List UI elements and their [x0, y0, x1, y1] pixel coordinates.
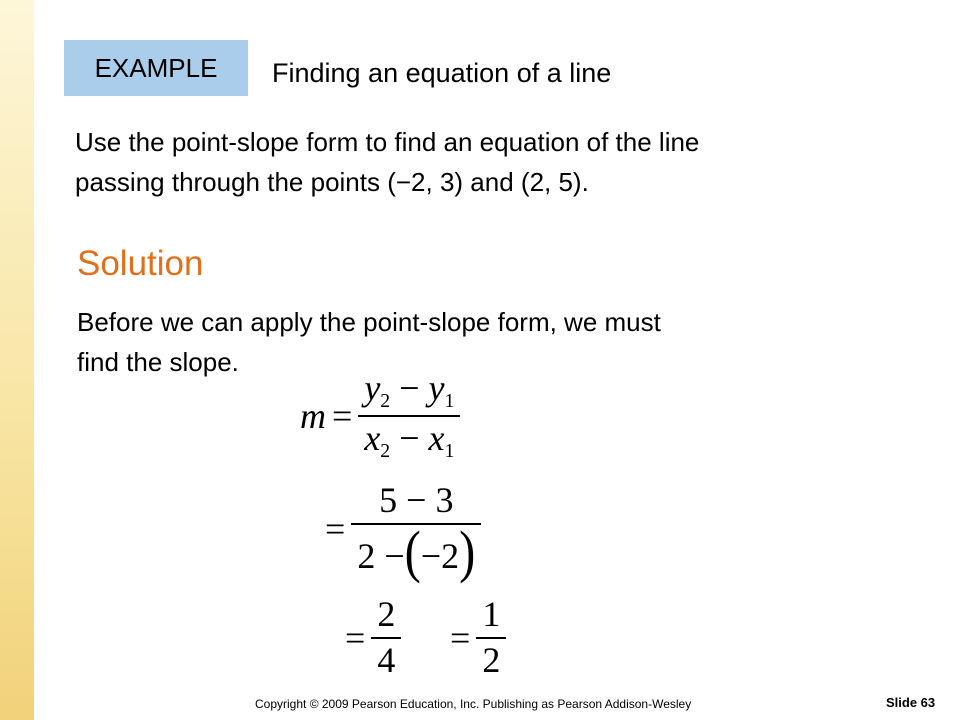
example-badge [64, 40, 248, 96]
fraction-denominator: $x_2 - x_1$ [364, 417, 455, 462]
problem-statement [75, 122, 895, 202]
equals-sign: = [332, 395, 353, 436]
equals-sign: = [345, 617, 366, 658]
slope-fraction [358, 370, 460, 461]
solution-line-1: Before we can apply the point-slope form, we must [77, 307, 661, 337]
fraction-bar [476, 637, 506, 639]
fraction-denominator: 2 [482, 639, 501, 680]
equals-sign: = [450, 617, 471, 658]
slope-fraction-simplified [450, 596, 506, 680]
copyright-footer: Copyright © 2009 Pearson Education, Inc. Publishing as Pearson Addison-Wesley [255, 697, 692, 711]
solution-text [77, 302, 897, 382]
slope-substitution [325, 480, 481, 585]
slope-fraction-unsimplified [345, 596, 401, 680]
fraction-denominator: 4 [377, 639, 396, 680]
slope-formula [300, 370, 460, 461]
two-fourths-fraction [371, 596, 401, 680]
side-decorative-band [0, 0, 34, 720]
solution-line-2: find the slope. [77, 347, 239, 377]
fraction-numerator: 5 − 3 [379, 480, 454, 520]
problem-line-2: passing through the points (−2, 3) and (2, 5). [75, 167, 589, 197]
substitution-fraction [351, 480, 481, 585]
one-half-fraction [476, 596, 506, 680]
fraction-bar [371, 637, 401, 639]
problem-line-1: Use the point-slope form to find an equation of the line [75, 127, 700, 157]
slope-variable: m [300, 395, 326, 436]
example-title: Finding an equation of a line [272, 58, 612, 88]
fraction-bar [358, 415, 460, 417]
fraction-numerator: $y_2 - y_1$ [364, 368, 455, 412]
equals-sign: = [325, 509, 346, 550]
fraction-numerator: 2 [377, 594, 396, 634]
example-badge-label: EXAMPLE [94, 52, 218, 83]
slide-number: Slide 63 [886, 695, 936, 710]
fraction-denominator: 2 −(−2) [357, 519, 476, 585]
solution-heading: Solution [77, 244, 204, 283]
fraction-numerator: 1 [482, 594, 501, 634]
